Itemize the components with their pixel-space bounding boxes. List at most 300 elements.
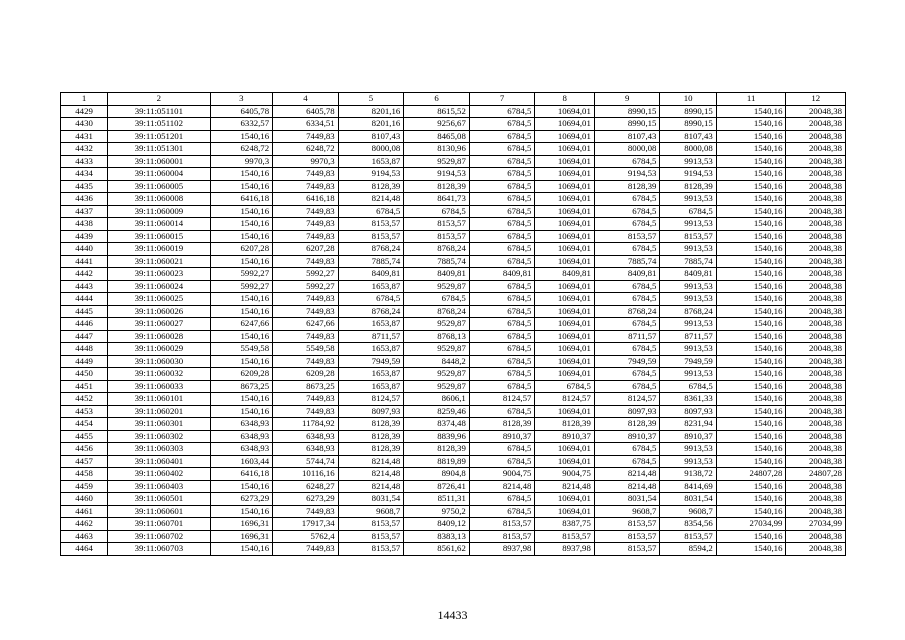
table-cell: 10694,01 xyxy=(535,343,594,356)
column-header: 6 xyxy=(404,93,470,106)
table-cell: 9529,87 xyxy=(404,368,470,381)
table-cell: 20048,38 xyxy=(786,230,846,243)
table-row xyxy=(61,368,846,381)
table-cell: 8414,69 xyxy=(660,480,716,493)
table-cell: 6784,5 xyxy=(594,380,660,393)
table-cell: 10694,01 xyxy=(535,230,594,243)
table-row xyxy=(61,330,846,343)
table-cell: 6247,66 xyxy=(273,318,339,331)
table-cell: 9529,87 xyxy=(404,343,470,356)
table-row xyxy=(61,293,846,306)
table-cell: 39:11:060030 xyxy=(108,355,210,368)
table-cell: 1540,16 xyxy=(716,143,786,156)
table-cell: 6784,5 xyxy=(469,130,535,143)
table-cell: 9529,87 xyxy=(404,280,470,293)
table-cell: 8153,57 xyxy=(338,530,404,543)
table-cell: 20048,38 xyxy=(786,480,846,493)
table-cell: 39:11:060021 xyxy=(108,255,210,268)
table-cell: 20048,38 xyxy=(786,405,846,418)
table-body xyxy=(61,105,846,555)
table-cell: 7449,83 xyxy=(273,130,339,143)
table-cell: 20048,38 xyxy=(786,368,846,381)
table-cell: 39:11:060301 xyxy=(108,418,210,431)
table-cell: 7449,83 xyxy=(273,355,339,368)
table-cell: 1653,87 xyxy=(338,343,404,356)
table-cell: 10694,01 xyxy=(535,505,594,518)
table-cell: 7449,83 xyxy=(273,230,339,243)
table-cell: 1540,16 xyxy=(210,480,273,493)
table-cell: 8409,81 xyxy=(404,268,470,281)
table-cell: 1540,16 xyxy=(716,393,786,406)
table-cell: 8768,24 xyxy=(404,243,470,256)
table-cell: 6207,28 xyxy=(210,243,273,256)
table-cell: 5992,27 xyxy=(273,280,339,293)
table-cell: 6784,5 xyxy=(535,380,594,393)
table-cell: 6784,5 xyxy=(469,343,535,356)
table-cell: 1540,16 xyxy=(210,305,273,318)
table-cell: 7449,83 xyxy=(273,405,339,418)
table-cell: 6405,78 xyxy=(273,105,339,118)
table-cell: 39:11:060004 xyxy=(108,168,210,181)
table-cell: 39:11:060028 xyxy=(108,330,210,343)
table-cell: 8000,08 xyxy=(594,143,660,156)
table-cell: 4429 xyxy=(61,105,108,118)
table-cell: 39:11:060019 xyxy=(108,243,210,256)
table-cell: 8511,31 xyxy=(404,493,470,506)
table-cell: 8128,39 xyxy=(338,180,404,193)
table-row xyxy=(61,193,846,206)
table-row xyxy=(61,205,846,218)
table-cell: 9529,87 xyxy=(404,155,470,168)
table-cell: 4443 xyxy=(61,280,108,293)
table-cell: 8214,48 xyxy=(338,468,404,481)
table-row xyxy=(61,255,846,268)
table-cell: 6784,5 xyxy=(594,443,660,456)
table-cell: 9913,53 xyxy=(660,443,716,456)
table-cell: 1540,16 xyxy=(210,255,273,268)
table-cell: 10694,01 xyxy=(535,293,594,306)
table-cell: 10116,16 xyxy=(273,468,339,481)
table-cell: 9608,7 xyxy=(338,505,404,518)
column-header: 2 xyxy=(108,93,210,106)
table-cell: 6784,5 xyxy=(469,218,535,231)
table-cell: 8153,57 xyxy=(594,543,660,556)
table-row xyxy=(61,218,846,231)
table-cell: 8128,39 xyxy=(594,418,660,431)
table-cell: 8128,39 xyxy=(660,180,716,193)
table-cell: 4432 xyxy=(61,143,108,156)
table-cell: 39:11:060029 xyxy=(108,343,210,356)
table-cell: 20048,38 xyxy=(786,355,846,368)
table-cell: 7949,59 xyxy=(338,355,404,368)
table-cell: 6784,5 xyxy=(594,218,660,231)
table-cell: 10694,01 xyxy=(535,405,594,418)
table-cell: 39:11:060026 xyxy=(108,305,210,318)
table-cell: 4440 xyxy=(61,243,108,256)
table-cell: 39:11:060032 xyxy=(108,368,210,381)
table-cell: 39:11:051102 xyxy=(108,118,210,131)
table-cell: 6416,18 xyxy=(210,468,273,481)
table-cell: 6248,72 xyxy=(273,143,339,156)
table-cell: 10694,01 xyxy=(535,193,594,206)
table-cell: 1540,16 xyxy=(716,405,786,418)
table-cell: 6784,5 xyxy=(469,293,535,306)
table-cell: 8387,75 xyxy=(535,518,594,531)
table-cell: 4449 xyxy=(61,355,108,368)
table-cell: 4442 xyxy=(61,268,108,281)
table-cell: 8201,16 xyxy=(338,105,404,118)
table-cell: 8561,62 xyxy=(404,543,470,556)
table-cell: 39:11:060702 xyxy=(108,530,210,543)
table-cell: 39:11:060501 xyxy=(108,493,210,506)
table-row xyxy=(61,343,846,356)
table-cell: 7885,74 xyxy=(660,255,716,268)
table-row xyxy=(61,480,846,493)
column-header: 3 xyxy=(210,93,273,106)
table-cell: 6784,5 xyxy=(469,243,535,256)
table-cell: 11784,92 xyxy=(273,418,339,431)
table-cell: 4447 xyxy=(61,330,108,343)
table-cell: 8711,57 xyxy=(594,330,660,343)
table-cell: 6784,5 xyxy=(469,330,535,343)
table-cell: 5992,27 xyxy=(273,268,339,281)
table-cell: 20048,38 xyxy=(786,343,846,356)
table-cell: 24807,28 xyxy=(786,468,846,481)
table-cell: 20048,38 xyxy=(786,118,846,131)
table-cell: 10694,01 xyxy=(535,318,594,331)
table-cell: 1540,16 xyxy=(716,455,786,468)
table-cell: 1540,16 xyxy=(210,355,273,368)
table-cell: 20048,38 xyxy=(786,255,846,268)
table-cell: 8904,8 xyxy=(404,468,470,481)
table-row xyxy=(61,118,846,131)
table-cell: 10694,01 xyxy=(535,218,594,231)
table-cell: 6784,5 xyxy=(469,143,535,156)
table-cell: 20048,38 xyxy=(786,243,846,256)
table-cell: 20048,38 xyxy=(786,380,846,393)
table-cell: 1540,16 xyxy=(716,343,786,356)
table-cell: 8231,94 xyxy=(660,418,716,431)
table-cell: 9004,75 xyxy=(469,468,535,481)
table-cell: 1540,16 xyxy=(716,255,786,268)
table-cell: 7449,83 xyxy=(273,180,339,193)
table-cell: 1540,16 xyxy=(716,168,786,181)
table-cell: 6784,5 xyxy=(338,205,404,218)
table-cell: 6784,5 xyxy=(594,318,660,331)
table-cell: 9913,53 xyxy=(660,243,716,256)
table-cell: 1540,16 xyxy=(210,218,273,231)
table-cell: 27034,99 xyxy=(786,518,846,531)
table-cell: 9194,53 xyxy=(404,168,470,181)
table-cell: 7449,83 xyxy=(273,393,339,406)
table-cell: 10694,01 xyxy=(535,118,594,131)
table-cell: 8383,13 xyxy=(404,530,470,543)
table-cell: 1540,16 xyxy=(716,243,786,256)
table-cell: 8409,81 xyxy=(594,268,660,281)
table-cell: 4453 xyxy=(61,405,108,418)
table-cell: 6784,5 xyxy=(469,505,535,518)
table-cell: 7449,83 xyxy=(273,205,339,218)
table-cell: 39:11:060402 xyxy=(108,468,210,481)
table-cell: 10694,01 xyxy=(535,155,594,168)
table-cell: 8153,57 xyxy=(594,230,660,243)
table-cell: 1540,16 xyxy=(210,505,273,518)
table-cell: 7885,74 xyxy=(404,255,470,268)
table-cell: 6784,5 xyxy=(594,343,660,356)
table-cell: 1540,16 xyxy=(716,230,786,243)
column-header: 5 xyxy=(338,93,404,106)
table-cell: 1653,87 xyxy=(338,368,404,381)
table-cell: 6784,5 xyxy=(469,380,535,393)
table-cell: 6784,5 xyxy=(469,105,535,118)
table-row xyxy=(61,305,846,318)
table-cell: 6784,5 xyxy=(594,205,660,218)
table-cell: 1540,16 xyxy=(210,230,273,243)
table-cell: 10694,01 xyxy=(535,143,594,156)
table-cell: 20048,38 xyxy=(786,318,846,331)
column-header: 10 xyxy=(660,93,716,106)
table-row xyxy=(61,405,846,418)
table-cell: 20048,38 xyxy=(786,393,846,406)
table-cell: 4448 xyxy=(61,343,108,356)
table-cell: 39:11:060023 xyxy=(108,268,210,281)
table-cell: 8711,57 xyxy=(338,330,404,343)
table-cell: 8990,15 xyxy=(594,118,660,131)
table-cell: 6784,5 xyxy=(469,193,535,206)
table-row xyxy=(61,430,846,443)
table-cell: 8128,39 xyxy=(338,443,404,456)
table-cell: 8130,96 xyxy=(404,143,470,156)
table-cell: 39:11:060302 xyxy=(108,430,210,443)
table-cell: 7885,74 xyxy=(594,255,660,268)
table-cell: 20048,38 xyxy=(786,168,846,181)
table-cell: 8153,57 xyxy=(338,543,404,556)
table-cell: 1540,16 xyxy=(210,168,273,181)
table-cell: 24807,28 xyxy=(716,468,786,481)
table-cell: 4436 xyxy=(61,193,108,206)
table-cell: 10694,01 xyxy=(535,280,594,293)
table-cell: 6348,93 xyxy=(210,443,273,456)
table-cell: 9970,3 xyxy=(273,155,339,168)
table-cell: 8214,48 xyxy=(535,480,594,493)
table-cell: 6784,5 xyxy=(660,380,716,393)
table-cell: 8673,25 xyxy=(273,380,339,393)
table-row xyxy=(61,243,846,256)
table-cell: 1540,16 xyxy=(210,180,273,193)
table-row xyxy=(61,130,846,143)
table-cell: 6784,5 xyxy=(404,205,470,218)
table-cell: 6784,5 xyxy=(594,280,660,293)
table-cell: 6784,5 xyxy=(660,205,716,218)
table-cell: 39:11:060015 xyxy=(108,230,210,243)
table-cell: 20048,38 xyxy=(786,105,846,118)
table-cell: 20048,38 xyxy=(786,155,846,168)
table-cell: 8259,46 xyxy=(404,405,470,418)
table-cell: 8153,57 xyxy=(594,530,660,543)
table-cell: 39:11:060033 xyxy=(108,380,210,393)
table-cell: 8097,93 xyxy=(660,405,716,418)
table-cell: 10694,01 xyxy=(535,180,594,193)
table-cell: 4462 xyxy=(61,518,108,531)
table-cell: 20048,38 xyxy=(786,430,846,443)
table-cell: 1696,31 xyxy=(210,518,273,531)
table-cell: 39:11:060005 xyxy=(108,180,210,193)
table-cell: 8153,57 xyxy=(660,530,716,543)
table-cell: 1540,16 xyxy=(210,405,273,418)
table-cell: 8124,57 xyxy=(469,393,535,406)
table-row xyxy=(61,143,846,156)
table-row xyxy=(61,455,846,468)
table-cell: 8361,33 xyxy=(660,393,716,406)
table-cell: 4431 xyxy=(61,130,108,143)
table-row xyxy=(61,355,846,368)
table-cell: 6784,5 xyxy=(469,405,535,418)
table-cell: 8374,48 xyxy=(404,418,470,431)
table-cell: 1540,16 xyxy=(716,280,786,293)
table-cell: 27034,99 xyxy=(716,518,786,531)
table-cell: 39:11:060401 xyxy=(108,455,210,468)
table-cell: 9608,7 xyxy=(594,505,660,518)
table-cell: 10694,01 xyxy=(535,330,594,343)
table-cell: 10694,01 xyxy=(535,355,594,368)
table-row xyxy=(61,468,846,481)
table-cell: 1540,16 xyxy=(716,368,786,381)
table-cell: 6784,5 xyxy=(469,305,535,318)
table-cell: 1540,16 xyxy=(716,205,786,218)
table-cell: 4461 xyxy=(61,505,108,518)
table-cell: 9913,53 xyxy=(660,343,716,356)
table-cell: 6334,51 xyxy=(273,118,339,131)
table-cell: 9913,53 xyxy=(660,155,716,168)
table-cell: 8214,48 xyxy=(469,480,535,493)
table-cell: 5992,27 xyxy=(210,268,273,281)
table-cell: 9194,53 xyxy=(338,168,404,181)
table-cell: 39:11:060001 xyxy=(108,155,210,168)
table-cell: 20048,38 xyxy=(786,418,846,431)
table-cell: 6273,29 xyxy=(210,493,273,506)
table-cell: 6784,5 xyxy=(594,155,660,168)
table-cell: 6416,18 xyxy=(273,193,339,206)
table-row xyxy=(61,280,846,293)
table-row xyxy=(61,530,846,543)
table-cell: 1540,16 xyxy=(210,330,273,343)
table-cell: 1540,16 xyxy=(716,118,786,131)
table-cell: 8673,25 xyxy=(210,380,273,393)
table-cell: 1603,44 xyxy=(210,455,273,468)
table-cell: 8910,37 xyxy=(469,430,535,443)
table-cell: 20048,38 xyxy=(786,130,846,143)
table-cell: 6416,18 xyxy=(210,193,273,206)
table-cell: 1653,87 xyxy=(338,318,404,331)
data-table xyxy=(60,92,846,556)
table-cell: 8594,2 xyxy=(660,543,716,556)
table-cell: 8990,15 xyxy=(660,118,716,131)
table-cell: 8031,54 xyxy=(660,493,716,506)
table-cell: 20048,38 xyxy=(786,280,846,293)
table-cell: 9529,87 xyxy=(404,380,470,393)
table-cell: 8726,41 xyxy=(404,480,470,493)
table-cell: 8153,57 xyxy=(660,230,716,243)
table-cell: 8128,39 xyxy=(338,430,404,443)
table-cell: 1653,87 xyxy=(338,155,404,168)
table-cell: 39:11:060601 xyxy=(108,505,210,518)
table-cell: 6348,93 xyxy=(210,418,273,431)
table-cell: 8937,98 xyxy=(535,543,594,556)
table-cell: 10694,01 xyxy=(535,105,594,118)
table-cell: 1540,16 xyxy=(716,493,786,506)
table-cell: 6784,5 xyxy=(469,155,535,168)
table-cell: 8465,08 xyxy=(404,130,470,143)
table-cell: 7449,83 xyxy=(273,168,339,181)
table-cell: 6247,66 xyxy=(210,318,273,331)
table-cell: 8201,16 xyxy=(338,118,404,131)
table-cell: 10694,01 xyxy=(535,493,594,506)
table-cell: 4464 xyxy=(61,543,108,556)
table-cell: 8153,57 xyxy=(338,218,404,231)
table-cell: 20048,38 xyxy=(786,505,846,518)
table-cell: 1540,16 xyxy=(716,318,786,331)
table-cell: 6784,5 xyxy=(469,168,535,181)
page-number: 14433 xyxy=(437,608,468,622)
table-cell: 1540,16 xyxy=(716,355,786,368)
table-cell: 6348,93 xyxy=(210,430,273,443)
table-cell: 1540,16 xyxy=(716,130,786,143)
table-cell: 6248,27 xyxy=(273,480,339,493)
table-cell: 8128,39 xyxy=(535,418,594,431)
table-cell: 39:11:060201 xyxy=(108,405,210,418)
table-cell: 7449,83 xyxy=(273,218,339,231)
table-cell: 9194,53 xyxy=(594,168,660,181)
table-cell: 20048,38 xyxy=(786,180,846,193)
table-cell: 8354,56 xyxy=(660,518,716,531)
table-cell: 20048,38 xyxy=(786,143,846,156)
table-cell: 9256,67 xyxy=(404,118,470,131)
table-row xyxy=(61,155,846,168)
table-cell: 8768,24 xyxy=(660,305,716,318)
table-cell: 1540,16 xyxy=(716,530,786,543)
column-header: 7 xyxy=(469,93,535,106)
table-cell: 9913,53 xyxy=(660,455,716,468)
table-cell: 1653,87 xyxy=(338,380,404,393)
table-cell: 8409,81 xyxy=(338,268,404,281)
table-cell: 6405,78 xyxy=(210,105,273,118)
table-cell: 10694,01 xyxy=(535,255,594,268)
table-cell: 8128,39 xyxy=(338,418,404,431)
table-cell: 4437 xyxy=(61,205,108,218)
table-cell: 8107,43 xyxy=(338,130,404,143)
column-header: 4 xyxy=(273,93,339,106)
table-cell: 10694,01 xyxy=(535,205,594,218)
table-cell: 4430 xyxy=(61,118,108,131)
table-cell: 8107,43 xyxy=(594,130,660,143)
table-cell: 4456 xyxy=(61,443,108,456)
table-cell: 39:11:060014 xyxy=(108,218,210,231)
table-cell: 8128,39 xyxy=(404,180,470,193)
table-cell: 39:11:060303 xyxy=(108,443,210,456)
table-cell: 8031,54 xyxy=(594,493,660,506)
table-cell: 1540,16 xyxy=(716,543,786,556)
table-cell: 4458 xyxy=(61,468,108,481)
table-cell: 1540,16 xyxy=(716,330,786,343)
table-cell: 10694,01 xyxy=(535,443,594,456)
table-cell: 1540,16 xyxy=(716,430,786,443)
table-cell: 4463 xyxy=(61,530,108,543)
table-cell: 8448,2 xyxy=(404,355,470,368)
table-cell: 6784,5 xyxy=(469,255,535,268)
table-cell: 1540,16 xyxy=(716,380,786,393)
table-cell: 8641,73 xyxy=(404,193,470,206)
table-cell: 8107,43 xyxy=(660,130,716,143)
